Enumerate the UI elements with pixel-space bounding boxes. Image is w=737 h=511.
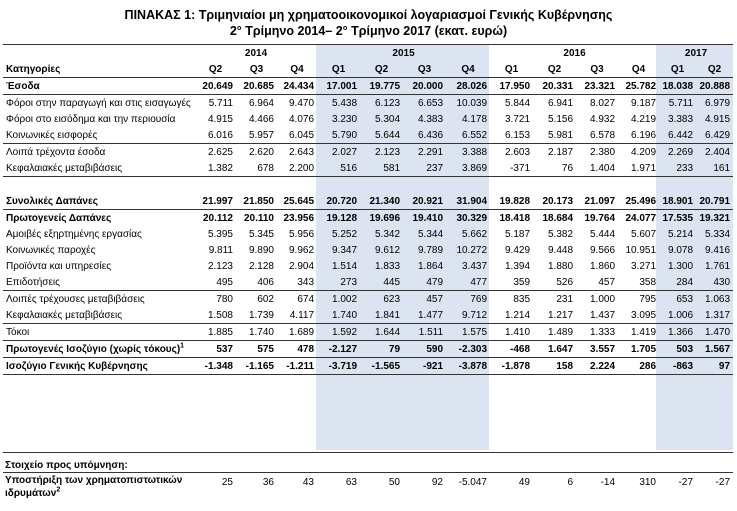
table-cell: 5.304 <box>375 113 401 125</box>
table-cell: 20.888 <box>696 78 733 95</box>
table-cell: 10.951 <box>625 244 657 256</box>
table-cell: 158 <box>533 358 576 375</box>
table-cell: 9.789 <box>418 244 444 256</box>
table-cell: 5.156 <box>548 113 574 125</box>
table-cell: 445 <box>360 274 403 291</box>
table-cell: 780 <box>216 293 233 305</box>
table-cell: 20.110 <box>243 212 274 224</box>
table-cell: 21.850 <box>236 193 277 210</box>
row-label: Συνολικές Δαπάνες <box>3 193 195 210</box>
table-cell: 273 <box>317 274 360 291</box>
table-cell: 590 <box>403 341 446 358</box>
table-cell: 581 <box>360 160 403 177</box>
memo-value: -5.047 <box>458 477 487 488</box>
table-cell: 31.904 <box>446 193 490 210</box>
table-cell: 3.437 <box>462 260 488 272</box>
table-cell: 5.187 <box>505 228 531 240</box>
table-cell: 6.964 <box>248 97 274 109</box>
table-cell: 19.764 <box>584 212 616 224</box>
table-cell: -1.165 <box>236 358 277 375</box>
table-cell: 575 <box>236 341 277 358</box>
table-cell: 1.511 <box>403 324 446 341</box>
table-cell: 17.001 <box>317 78 360 95</box>
year-2017: 2017 <box>659 45 733 62</box>
row-label: Προϊόντα και υπηρεσίες <box>6 260 112 272</box>
table-cell: 2.620 <box>236 144 277 161</box>
row-label: Ισοζύγιο Γενικής Κυβέρνησης <box>3 358 195 375</box>
table-cell: 5.345 <box>248 228 274 240</box>
table-row <box>3 358 733 375</box>
table-cell: 5.438 <box>332 97 358 109</box>
memo-value: 92 <box>431 477 443 488</box>
quarter-header: Q2 <box>533 61 576 78</box>
table-cell: 1.470 <box>696 324 733 341</box>
table-cell: 5.382 <box>548 228 574 240</box>
table-cell: 5.395 <box>207 228 233 240</box>
table-cell: 9.347 <box>332 244 358 256</box>
memo-value: 310 <box>639 477 656 488</box>
table-row <box>3 127 733 144</box>
table-cell: 5.790 <box>332 129 358 141</box>
table-row <box>3 341 733 358</box>
table-cell: 537 <box>195 341 236 358</box>
table-cell: 3.721 <box>505 113 531 125</box>
table-cell: 231 <box>556 293 574 305</box>
table-cell: 1.217 <box>548 309 574 321</box>
table-cell: -1.348 <box>195 358 236 375</box>
table-cell: 1.740 <box>236 324 277 341</box>
table-row <box>3 274 733 291</box>
table-cell: 1.833 <box>375 260 401 272</box>
memo-heading-rule <box>3 472 733 473</box>
table-cell: 3.557 <box>576 341 618 358</box>
table-cell: 5.214 <box>668 228 694 240</box>
table-cell: 5.957 <box>248 129 274 141</box>
year-header-row <box>3 45 733 62</box>
category-header: Κατηγορίες <box>3 61 195 78</box>
table-cell: 24.434 <box>277 78 317 95</box>
table-cell: 79 <box>360 341 403 358</box>
table-cell: 1.514 <box>332 260 358 272</box>
table-cell: 20.331 <box>533 78 576 95</box>
table-cell: -371 <box>490 160 533 177</box>
quarter-header: Q1 <box>490 61 533 78</box>
table-cell: 3.388 <box>446 144 490 161</box>
table-cell: 2.123 <box>207 260 233 272</box>
memo-value: 43 <box>302 477 314 488</box>
table-cell: 21.097 <box>576 193 618 210</box>
table-cell: -1.565 <box>360 358 403 375</box>
table-cell: 20.112 <box>202 212 233 224</box>
row-label: Κεφαλαιακές μεταβιβάσεις <box>3 160 195 177</box>
footnote-mark-2: 2 <box>56 486 61 494</box>
table-row <box>3 226 733 242</box>
table-cell: 4.915 <box>705 113 731 125</box>
table-cell: 1.366 <box>659 324 696 341</box>
table-cell: 9.187 <box>631 97 657 109</box>
table-cell: 6.196 <box>631 129 657 141</box>
table-cell: -2.303 <box>446 341 490 358</box>
table-cell: 10.039 <box>456 97 488 109</box>
table-cell: 9.962 <box>289 244 315 256</box>
table-cell: 6.123 <box>375 97 401 109</box>
table-cell: 19.696 <box>369 212 401 224</box>
table-cell: 3.869 <box>446 160 490 177</box>
table-cell: 6.153 <box>505 129 531 141</box>
table-cell: 3.271 <box>631 260 657 272</box>
table-cell: 4.383 <box>418 113 444 125</box>
row-label: Επιδοτήσεις <box>3 274 195 291</box>
memo-value: 6 <box>567 477 573 488</box>
table-cell: 5.644 <box>375 129 401 141</box>
table-row <box>3 193 733 210</box>
table-cell: 4.932 <box>590 113 616 125</box>
table-cell: 1.063 <box>705 293 731 305</box>
table-cell: 284 <box>659 274 696 291</box>
table-cell: 6.979 <box>705 97 731 109</box>
table-cell: 2.625 <box>195 144 236 161</box>
row-label: Πρωτογενείς Δαπάνες <box>6 212 112 224</box>
quarter-header: Q4 <box>446 61 490 78</box>
table-cell: 5.981 <box>548 129 574 141</box>
table-cell: 5.844 <box>505 97 531 109</box>
table-cell: 2.123 <box>360 144 403 161</box>
table-cell: 20.649 <box>195 78 236 95</box>
table-cell: 1.880 <box>548 260 574 272</box>
memo-heading: Στοιχείο προς υπόμνηση: <box>5 460 128 471</box>
table-cell: 9.416 <box>705 244 731 256</box>
quarter-header: Q2 <box>696 61 733 78</box>
row-label: Κοινωνικές εισφορές <box>6 129 98 141</box>
table-cell: 19.775 <box>360 78 403 95</box>
table-cell: 359 <box>490 274 533 291</box>
table-cell: 4.915 <box>207 113 233 125</box>
table-cell: 1.689 <box>277 324 317 341</box>
table-cell: 1.477 <box>418 309 444 321</box>
quarter-header: Q2 <box>195 61 236 78</box>
table-cell: 1.971 <box>618 160 659 177</box>
table-cell: 5.662 <box>462 228 488 240</box>
table-cell: 2.380 <box>576 144 618 161</box>
table-cell: 6.016 <box>207 129 233 141</box>
table-cell: 6.552 <box>462 129 488 141</box>
table-cell: 1.437 <box>590 309 616 321</box>
table-cell: 21.340 <box>360 193 403 210</box>
quarter-header: Q2 <box>360 61 403 78</box>
table-cell: 1.860 <box>590 260 616 272</box>
table-cell: 237 <box>403 160 446 177</box>
table-cell: 495 <box>195 274 236 291</box>
table-title: ΠΙΝΑΚΑΣ 1: Τριμηνιαίοι μη χρηματοοικονομικοί λογαριασμοί Γενικής Κυβέρνησης <box>124 8 613 22</box>
row-label: Πρωτογενές Ισοζύγιο (χωρίς τόκους)$^1$ <box>3 341 195 358</box>
table-row <box>3 258 733 274</box>
table-subtitle: 2° Τρίμηνο 2014– 2° Τρίμηνο 2017 (εκατ. ευρώ) <box>229 24 508 38</box>
table-cell: 4.076 <box>289 113 315 125</box>
table-cell: 2.128 <box>248 260 274 272</box>
table-cell: 358 <box>618 274 659 291</box>
table-cell: 1.006 <box>668 309 694 321</box>
table-cell: 2.404 <box>696 144 733 161</box>
row-label: Τόκοι <box>3 324 195 341</box>
table-cell: 5.344 <box>418 228 444 240</box>
fiscal-table <box>3 44 733 375</box>
table-cell: 1.404 <box>576 160 618 177</box>
table-row <box>3 160 733 177</box>
table-cell: 795 <box>639 293 657 305</box>
table-cell: -3.878 <box>446 358 490 375</box>
table-cell: 6.436 <box>418 129 444 141</box>
table-cell: 6.429 <box>705 129 731 141</box>
quarter-header: Q3 <box>236 61 277 78</box>
table-cell: 20.685 <box>236 78 277 95</box>
table-cell: 9.712 <box>462 309 488 321</box>
memo-value: 49 <box>518 477 530 488</box>
table-cell: 3.095 <box>631 309 657 321</box>
table-cell: 25.782 <box>618 78 659 95</box>
table-cell: -863 <box>659 358 696 375</box>
table-row <box>3 144 733 161</box>
table-cell: 2.269 <box>659 144 696 161</box>
table-cell: 18.418 <box>499 212 531 224</box>
memo-value: -27 <box>678 477 693 488</box>
table-cell: 503 <box>659 341 696 358</box>
table-cell: 25.645 <box>277 193 317 210</box>
memo-value: 63 <box>345 477 357 488</box>
table-cell: 2.224 <box>576 358 618 375</box>
table-cell: -1.878 <box>490 358 533 375</box>
table-cell: 6.653 <box>418 97 444 109</box>
quarter-header: Q3 <box>403 61 446 78</box>
table-cell: 97 <box>696 358 733 375</box>
table-cell: 1.489 <box>533 324 576 341</box>
table-cell: 1.739 <box>248 309 274 321</box>
year-2016: 2016 <box>490 45 659 62</box>
row-label: Φόροι στο εισόδημα και την περιουσία <box>6 113 176 125</box>
row-label: Έσοδα <box>3 78 195 95</box>
quarter-header: Q1 <box>659 61 696 78</box>
table-row <box>3 291 733 308</box>
row-label: Λοιπές τρέχουσες μεταβιβάσεις <box>6 293 145 305</box>
table-cell: 9.612 <box>375 244 401 256</box>
table-cell: 343 <box>277 274 317 291</box>
table-cell: 19.410 <box>412 212 444 224</box>
table-cell: -1.211 <box>277 358 317 375</box>
quarter-header-row <box>3 61 733 78</box>
table-cell: 18.901 <box>659 193 696 210</box>
row-label: Φόροι στην παραγωγή και στις εισαγωγές <box>6 97 191 109</box>
table-cell: 1.841 <box>375 309 401 321</box>
table-cell: 1.864 <box>418 260 444 272</box>
table-cell: 1.410 <box>490 324 533 341</box>
table-cell: -2.127 <box>317 341 360 358</box>
table-cell: 6.442 <box>668 129 694 141</box>
table-cell: 5.711 <box>668 97 694 109</box>
table-cell: 4.178 <box>462 113 488 125</box>
memo-label: Υποστήριξη των χρηματοπιστωτικών ιδρυμάτων$^2$ <box>5 475 183 499</box>
quarter-header: Q4 <box>277 61 317 78</box>
table-cell: 5.607 <box>631 228 657 240</box>
table-cell: 1.647 <box>533 341 576 358</box>
memo-divider <box>3 452 733 453</box>
table-row <box>3 324 733 341</box>
table-cell: 9.078 <box>668 244 694 256</box>
table-cell: 1.761 <box>705 260 731 272</box>
footnote-mark-1: 1 <box>180 342 185 350</box>
table-cell: 1.592 <box>317 324 360 341</box>
year-2015: 2015 <box>317 45 490 62</box>
table-cell: 5.956 <box>289 228 315 240</box>
table-cell: 21.997 <box>195 193 236 210</box>
table-cell: 28.026 <box>446 78 490 95</box>
table-cell: 9.811 <box>208 244 233 256</box>
table-cell: 6.578 <box>590 129 616 141</box>
table-cell: 1.508 <box>207 309 233 321</box>
table-cell: 20.791 <box>696 193 733 210</box>
table-cell: 9.470 <box>289 97 315 109</box>
table-cell: 5.711 <box>208 97 233 109</box>
table-cell: 20.173 <box>533 193 576 210</box>
table-body <box>3 78 733 375</box>
table-cell: 4.219 <box>631 113 657 125</box>
table-cell: 457 <box>426 293 444 305</box>
table-cell: 674 <box>297 293 315 305</box>
table-cell: 602 <box>257 293 274 305</box>
table-cell: 5.252 <box>332 228 358 240</box>
table-cell: 8.027 <box>590 97 616 109</box>
table-cell: 161 <box>696 160 733 177</box>
quarter-header: Q1 <box>317 61 360 78</box>
row-label: Αμοιβές εξηρτημένης εργασίας <box>6 228 142 240</box>
table-cell: 4.209 <box>618 144 659 161</box>
table-cell: 233 <box>659 160 696 177</box>
spacer-row <box>3 177 733 194</box>
table-cell: 1.740 <box>332 309 358 321</box>
table-cell: 1.419 <box>618 324 659 341</box>
table-cell: 457 <box>576 274 618 291</box>
table-cell: 19.321 <box>699 212 731 224</box>
table-cell: -468 <box>490 341 533 358</box>
table-cell: 17.950 <box>490 78 533 95</box>
table-cell: 769 <box>470 293 488 305</box>
table-row <box>3 307 733 324</box>
table-cell: 430 <box>696 274 733 291</box>
table-cell: 526 <box>533 274 576 291</box>
quarter-header: Q3 <box>576 61 618 78</box>
table-cell: 1.575 <box>446 324 490 341</box>
table-cell: 17.535 <box>662 212 694 224</box>
table-cell: 1.333 <box>576 324 618 341</box>
table-cell: 479 <box>403 274 446 291</box>
table-cell: 25.496 <box>618 193 659 210</box>
row-label: Λοιπά τρέχοντα έσοδα <box>3 144 195 161</box>
table-cell: 653 <box>676 293 694 305</box>
table-cell: 5.334 <box>705 228 731 240</box>
table-cell: 9.448 <box>548 244 574 256</box>
table-cell: 5.444 <box>590 228 616 240</box>
table-cell: 23.956 <box>283 212 315 224</box>
table-cell: 19.128 <box>326 212 358 224</box>
memo-value: -14 <box>600 477 615 488</box>
table-cell: 2.603 <box>490 144 533 161</box>
table-cell: 835 <box>513 293 531 305</box>
table-cell: 6.045 <box>289 129 315 141</box>
table-cell: 477 <box>446 274 490 291</box>
table-cell: 18.038 <box>659 78 696 95</box>
table-cell: 2.643 <box>277 144 317 161</box>
memo-value: 50 <box>388 477 400 488</box>
table-cell: 20.921 <box>403 193 446 210</box>
table-cell: 286 <box>618 358 659 375</box>
table-row <box>3 78 733 95</box>
table-row <box>3 95 733 112</box>
table-cell: 9.566 <box>590 244 616 256</box>
table-cell: 4.117 <box>289 309 315 321</box>
table-cell: -3.719 <box>317 358 360 375</box>
table-cell: 9.429 <box>505 244 531 256</box>
table-cell: 23.321 <box>576 78 618 95</box>
table-cell: 1.002 <box>332 293 358 305</box>
table-cell: 2.187 <box>533 144 576 161</box>
table-cell: 2.200 <box>277 160 317 177</box>
table-cell: 516 <box>317 160 360 177</box>
table-cell: 1.382 <box>195 160 236 177</box>
table-cell: 6.941 <box>548 97 574 109</box>
table-cell: 1.214 <box>505 309 531 321</box>
table-cell: 20.720 <box>317 193 360 210</box>
quarter-header: Q4 <box>618 61 659 78</box>
table-cell: 24.077 <box>625 212 657 224</box>
table-cell: 4.466 <box>248 113 274 125</box>
table-row <box>3 111 733 127</box>
table-cell: 30.329 <box>456 212 488 224</box>
row-label: Κεφαλαιακές μεταβιβάσεις <box>6 309 123 321</box>
table-cell: 9.890 <box>248 244 274 256</box>
table-cell: 1.885 <box>195 324 236 341</box>
memo-value: 36 <box>262 477 274 488</box>
table-cell: 3.383 <box>668 113 694 125</box>
memo-value: 25 <box>221 477 233 488</box>
year-2014: 2014 <box>195 45 317 62</box>
table-cell: 1.705 <box>618 341 659 358</box>
table-cell: 10.272 <box>456 244 488 256</box>
table-cell: 1.644 <box>360 324 403 341</box>
table-cell: 1.300 <box>668 260 694 272</box>
table-cell: 1.000 <box>590 293 616 305</box>
table-cell: 2.291 <box>403 144 446 161</box>
table-cell: 478 <box>277 341 317 358</box>
table-cell: 623 <box>383 293 401 305</box>
table-cell: 19.828 <box>490 193 533 210</box>
table-row <box>3 210 733 227</box>
table-row <box>3 242 733 258</box>
memo-value: -27 <box>715 477 730 488</box>
table-cell: -921 <box>403 358 446 375</box>
table-cell: 5.342 <box>375 228 401 240</box>
table-cell: 406 <box>236 274 277 291</box>
table-cell: 1.394 <box>505 260 531 272</box>
table-cell: 1.317 <box>705 309 731 321</box>
table-cell: 2.904 <box>289 260 315 272</box>
table-cell: 1.567 <box>696 341 733 358</box>
table-cell: 18.684 <box>542 212 574 224</box>
table-cell: 2.027 <box>317 144 360 161</box>
table-cell: 20.000 <box>403 78 446 95</box>
table-cell: 678 <box>236 160 277 177</box>
table-cell: 76 <box>533 160 576 177</box>
table-cell: 3.230 <box>332 113 358 125</box>
row-label: Κοινωνικές παροχές <box>6 244 96 256</box>
